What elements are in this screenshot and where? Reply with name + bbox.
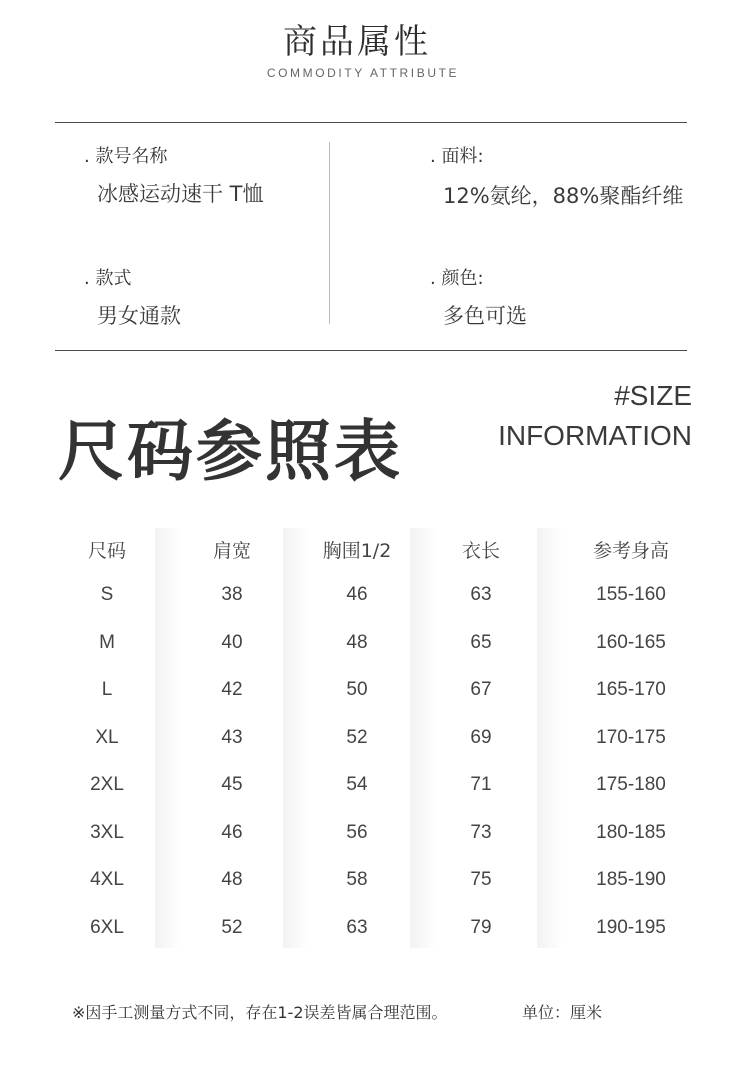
table-cell: 50 xyxy=(346,679,368,700)
attributes-column-divider xyxy=(329,142,330,324)
table-header-cell: 胸围1/2 xyxy=(322,540,392,562)
table-cell: 75 xyxy=(470,869,492,890)
table-cell: 170-175 xyxy=(596,726,666,748)
bottom-divider xyxy=(55,350,687,351)
size-table xyxy=(45,528,705,948)
table-cell: 63 xyxy=(346,916,368,938)
table-cell: S xyxy=(100,584,114,605)
table-cell: 180-185 xyxy=(596,821,666,843)
table-cell: L xyxy=(101,679,113,700)
table-cell: 52 xyxy=(221,916,243,938)
table-cell: 67 xyxy=(470,679,492,700)
table-cell: 73 xyxy=(470,821,492,843)
table-cell: 165-170 xyxy=(596,679,666,700)
table-cell: M xyxy=(99,631,115,653)
table-cell: 58 xyxy=(346,869,368,890)
table-cell: 38 xyxy=(221,584,243,605)
attr-value-style: 男女通款 xyxy=(97,304,181,328)
table-cell: 46 xyxy=(221,821,243,843)
table-cell: 160-165 xyxy=(596,631,666,653)
table-cell: 48 xyxy=(221,869,243,890)
table-cell: 4XL xyxy=(90,869,124,890)
measurement-note: ※因手工测量方式不同，存在1-2误差皆属合理范围。 xyxy=(72,1003,448,1022)
table-cell: 63 xyxy=(470,584,492,605)
size-tag-line2: INFORMATION xyxy=(498,420,692,451)
attr-label-style: . 款式 xyxy=(84,268,132,289)
page-subtitle: COMMODITY ATTRIBUTE xyxy=(266,66,460,80)
table-cell: 71 xyxy=(470,774,492,795)
size-tag-line1: #SIZE xyxy=(614,380,692,411)
table-cell: 79 xyxy=(470,916,492,938)
table-cell: XL xyxy=(95,726,119,748)
table-header-cell: 肩宽 xyxy=(212,540,251,562)
table-cell: 65 xyxy=(470,631,492,653)
table-cell: 190-195 xyxy=(596,916,666,938)
attr-value-color: 多色可选 xyxy=(443,304,527,328)
attr-label-style-name: . 款号名称 xyxy=(84,146,168,167)
table-cell: 45 xyxy=(221,774,243,795)
table-cell: 69 xyxy=(470,726,492,748)
attr-value-fabric: 12%氨纶，88%聚酯纤维 xyxy=(443,184,684,208)
table-cell: 155-160 xyxy=(596,584,666,605)
table-cell: 42 xyxy=(221,679,243,700)
page-title: 商品属性 xyxy=(283,22,431,62)
table-header-cell: 衣长 xyxy=(461,540,500,562)
table-cell: 6XL xyxy=(90,916,124,938)
top-divider xyxy=(55,122,687,123)
table-header-cell: 尺码 xyxy=(87,540,126,562)
attr-label-color: . 颜色: xyxy=(430,268,484,289)
table-cell: 48 xyxy=(346,631,368,653)
unit-label: 单位：厘米 xyxy=(522,1003,603,1022)
size-chart-title: 尺码参照表 xyxy=(58,413,403,490)
table-cell: 3XL xyxy=(90,821,124,843)
attr-label-fabric: . 面料: xyxy=(430,146,484,167)
table-cell: 54 xyxy=(346,774,368,795)
table-cell: 46 xyxy=(346,584,368,605)
table-cell: 185-190 xyxy=(596,869,666,890)
table-cell: 43 xyxy=(221,726,243,748)
table-header-cell: 参考身高 xyxy=(592,540,669,562)
attr-value-style-name: 冰感运动速干 T恤 xyxy=(97,182,264,206)
table-cell: 40 xyxy=(221,631,243,653)
table-cell: 175-180 xyxy=(596,774,666,795)
table-cell: 2XL xyxy=(90,774,124,795)
table-cell: 52 xyxy=(346,726,368,748)
table-cell: 56 xyxy=(346,821,368,843)
